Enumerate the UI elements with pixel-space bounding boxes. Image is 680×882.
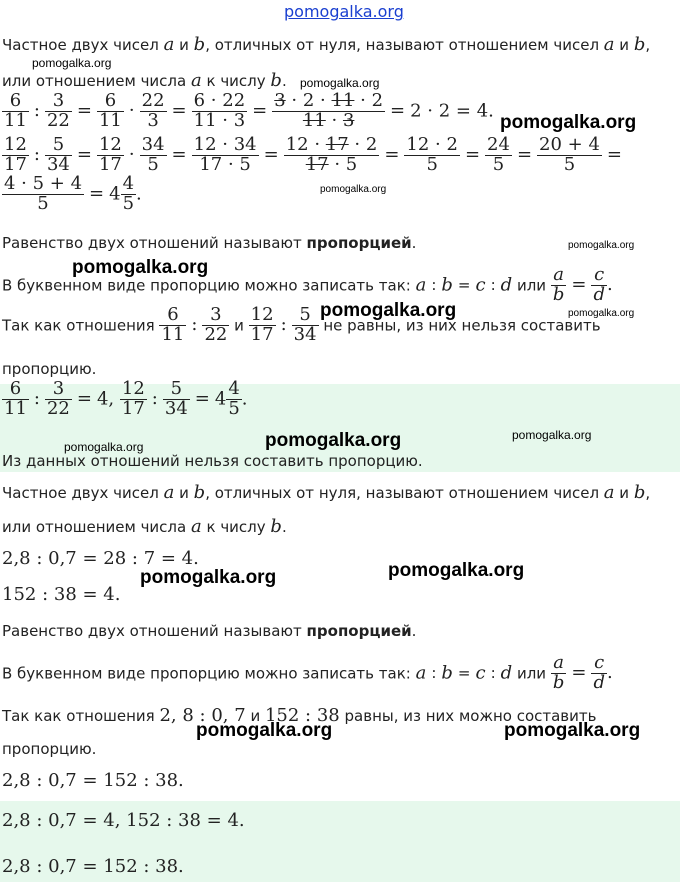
proportion-definition: Равенство двух отношений называют пропорцией. <box>2 234 417 252</box>
watermark: pomogalka.org <box>500 112 637 133</box>
watermark: pomogalka.org <box>388 560 525 581</box>
answer-ratios: 2,8 : 0,7 = 4, 152 : 38 = 4. <box>2 810 245 831</box>
watermark: pomogalka.org <box>512 428 592 442</box>
watermark: pomogalka.org <box>140 567 277 588</box>
watermark: pomogalka.org <box>64 440 144 454</box>
conclusion-cont: пропорцию. <box>2 740 97 758</box>
watermark: pomogalka.org <box>265 430 402 451</box>
proportion-definition: Равенство двух отношений называют пропорцией. <box>2 622 417 640</box>
definition-ratio: Частное двух чисел a и b, отличных от нуля, называют отношением чисел a и b, <box>2 482 651 503</box>
watermark: pomogalka.org <box>568 240 635 251</box>
calculation-1: $\frac{6}{11}$ : $\frac{3}{22}$ = $\frac{6}{11}$ · $\frac{22}{3}$ = $\frac{6 \cdot 22}{11 \cdot 3}$ = $\frac{3 \cdot 2 \cdot 11 \cdot 2}{11 \cdot 3}$ = 2 · 2 = 4. <box>4 90 494 131</box>
calculation-2: 152 : 38 = 4. <box>2 584 121 605</box>
answer-text: Из данных отношений нельзя составить пропорцию. <box>2 452 423 470</box>
answer-ratios: $\frac{6}{11}$ : $\frac{3}{22}$ = 4, $\frac{12}{17}$ : $\frac{5}{34}$ = 4 $\frac{4}{5}$ . <box>4 378 248 419</box>
letter-form: В буквенном виде пропорцию можно записать так: a : b = c : d или $\frac{a}{b}$ = $\frac{c}{d}$ . <box>2 652 613 693</box>
proportion: 2,8 : 0,7 = 152 : 38. <box>2 770 184 791</box>
calculation-2: $\frac{12}{17}$ : $\frac{5}{34}$ = $\frac{12}{17}$ · $\frac{34}{5}$ = $\frac{12 \cdot 34}{17 \cdot 5}$ = $\frac{12 \cdot 17 \cdot 2}{17 \cdot 5}$ = $\frac{12 \cdot 2}{5}$ = $\frac{24}{5}$ = $\frac{20 + 4}{5}$ = $\frac{4 \cdot 5 + 4}{5}$ = 4 $\frac{4}{5}$ . <box>4 134 623 214</box>
conclusion: Так как отношения $\frac{6}{11}$ : $\frac{3}{22}$ и $\frac{12}{17}$ : $\frac{5}{34}$ не равны, из них нельзя составить <box>2 304 601 345</box>
watermark-link[interactable]: pomogalka.org <box>284 2 404 21</box>
watermark: pomogalka.org <box>32 56 112 70</box>
watermark: pomogalka.org <box>320 300 457 321</box>
watermark: pomogalka.org <box>568 308 635 319</box>
answer-proportion: 2,8 : 0,7 = 152 : 38. <box>2 856 184 877</box>
letter-form: В буквенном виде пропорцию можно записать так: a : b = c : d или $\frac{a}{b}$ = $\frac{c}{d}$ . <box>2 264 613 305</box>
definition-ratio-cont: или отношением числа a к числу b. <box>2 516 287 537</box>
conclusion-cont: пропорцию. <box>2 360 97 378</box>
definition-ratio-cont: или отношением числа a к числу b. <box>2 70 287 91</box>
watermark: pomogalka.org <box>504 720 641 741</box>
conclusion: Так как отношения 2, 8 : 0, 7 и 152 : 38 равны, из них можно составить <box>2 705 597 726</box>
watermark: pomogalka.org <box>196 720 333 741</box>
definition-ratio: Частное двух чисел a и b, отличных от нуля, называют отношением чисел a и b, <box>2 34 651 55</box>
watermark: pomogalka.org <box>320 184 387 195</box>
watermark: pomogalka.org <box>72 257 209 278</box>
calculation-1: 2,8 : 0,7 = 28 : 7 = 4. <box>2 548 199 569</box>
watermark: pomogalka.org <box>300 76 380 90</box>
